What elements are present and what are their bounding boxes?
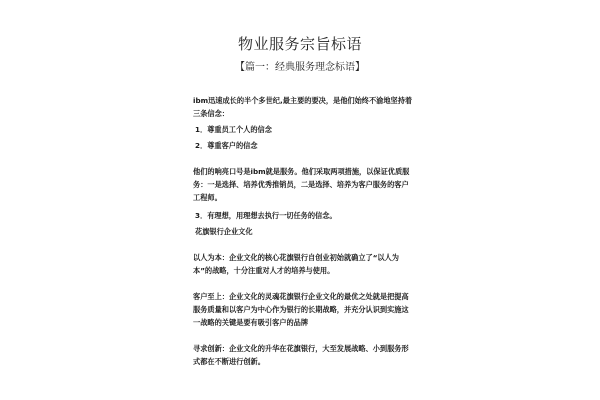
intro-paragraph: ibm迅速成长的半个多世纪,最主要的要决，是他们始终不渝地坚持着三条信念：: [193, 96, 413, 118]
citi-heading: 花旗银行企业文化: [195, 227, 253, 236]
customer-first-paragraph: 客户至上：企业文化的灵魂花旗银行企业文化的最优之处就是把提高服务质量和以客户为中心作为银行的长期战略，并充分认识到实施这一战略的关键是要有吸引客户的品牌: [193, 292, 409, 327]
list-item-2: 2．尊重客户的信念: [195, 141, 258, 150]
document-title: 物业服务宗旨标语: [237, 35, 362, 53]
innovation-paragraph: 寻求创新：企业文化的升华在花旗银行，大至发展战略、小到服务形式都在不断进行创新。: [193, 344, 409, 366]
document-subtitle: 【篇一：经典服务理念标语】: [235, 62, 365, 73]
slogan-paragraph: 他们的响亮口号是ibm就是服务。他们采取两项措施，以保证优质服务：一是选择、培养优秀推销员，二是选择、培养为客户服务的客户工程师。: [193, 167, 410, 202]
list-item-1: 1．尊重员工个人的信念: [195, 125, 272, 134]
document-body: [193, 94, 415, 368]
list-item-3: 3．有理想，用理想去执行一切任务的信念。: [195, 211, 337, 220]
people-first-paragraph: 以人为本：企业文化的核心花旗银行自创业初始就确立了“以人为本”的战略，十分注重对人才的培养与使用。: [193, 253, 399, 275]
